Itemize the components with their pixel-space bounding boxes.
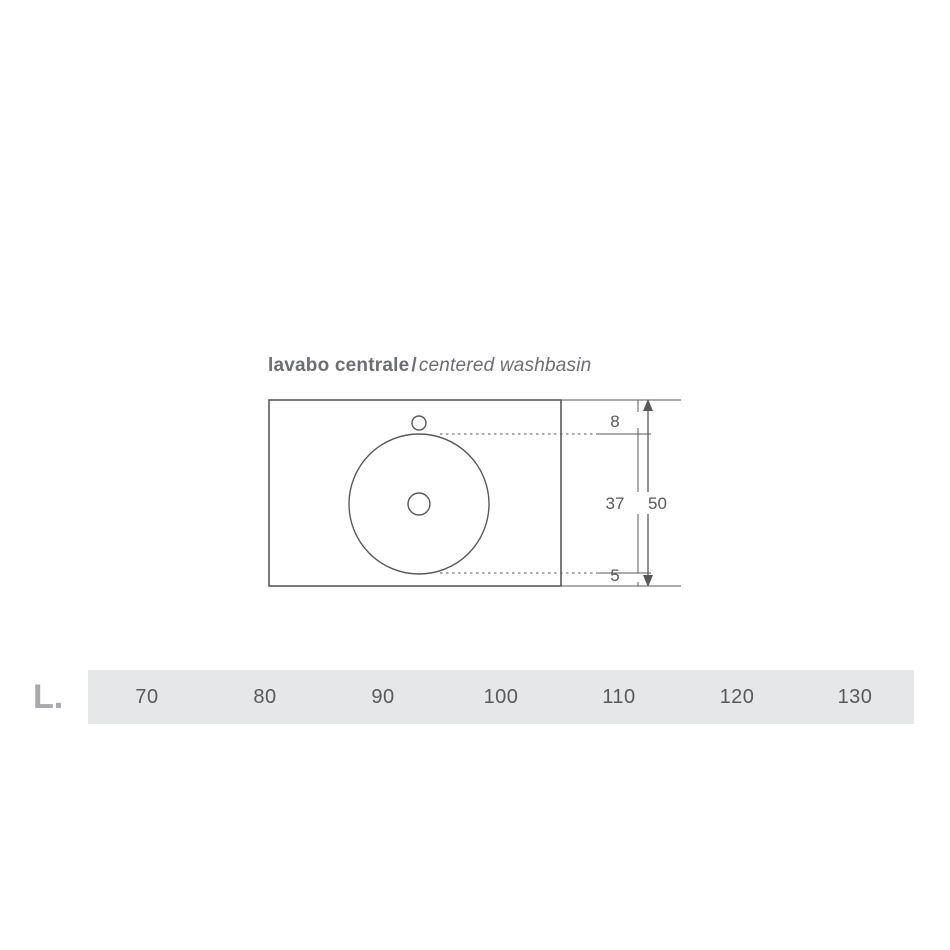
countertop-outline bbox=[269, 400, 561, 586]
size-option[interactable]: 120 bbox=[719, 685, 755, 708]
title-separator: / bbox=[411, 355, 417, 376]
size-option[interactable]: 100 bbox=[483, 685, 519, 708]
size-option[interactable]: 130 bbox=[837, 685, 873, 708]
dimension-bottom-offset: 5 bbox=[610, 566, 620, 585]
size-option[interactable]: 90 bbox=[371, 685, 395, 708]
size-options-bar bbox=[88, 670, 914, 724]
arrowhead-up-icon bbox=[643, 399, 653, 411]
title-italian: lavabo centrale bbox=[268, 355, 410, 376]
arrowhead-down-icon bbox=[643, 575, 653, 587]
length-label: L. bbox=[33, 678, 64, 716]
dimension-total-depth: 50 bbox=[648, 494, 667, 513]
dimension-basin-height: 37 bbox=[605, 494, 625, 513]
dimension-top-offset: 8 bbox=[610, 412, 620, 431]
tap-hole-circle bbox=[412, 416, 426, 430]
drain-circle bbox=[408, 493, 430, 515]
size-option[interactable]: 110 bbox=[602, 685, 636, 708]
basin-circle bbox=[349, 434, 489, 574]
title-english: centered washbasin bbox=[418, 355, 592, 376]
drawing-title bbox=[268, 355, 591, 377]
size-option[interactable]: 80 bbox=[253, 685, 277, 708]
size-option[interactable]: 70 bbox=[135, 685, 159, 708]
